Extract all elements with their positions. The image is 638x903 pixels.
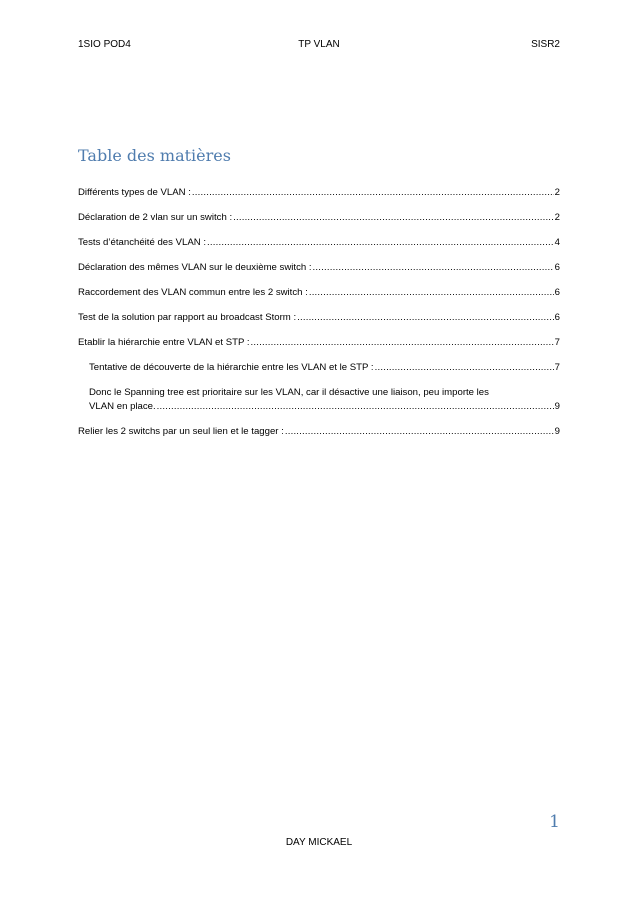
toc-entry-text: Déclaration de 2 vlan sur un switch : [78,212,233,223]
toc-entry[interactable] [78,211,560,225]
toc-entry[interactable] [78,186,560,200]
toc-entry[interactable] [78,425,560,439]
toc-leader-dots [313,261,554,275]
toc-entry-page: 6 [554,312,560,323]
page-footer: DAY MICKAEL [285,837,353,848]
toc-entry-page: 9 [554,426,560,437]
toc-entry-page: 6 [554,287,560,298]
toc-entry[interactable] [78,236,560,250]
toc-entry[interactable] [78,286,560,300]
toc-leader-dots [157,400,554,414]
toc-subentry[interactable] [78,361,560,375]
toc-leader-dots [285,425,554,439]
toc-leader-dots [309,286,554,300]
header-right-text: SISR2 [531,39,560,50]
toc-title: Table des matières [78,146,231,165]
toc-entry-text: Etablir la hiérarchie entre VLAN et STP : [78,337,250,348]
toc-entry[interactable] [78,261,560,275]
page-header [78,38,560,52]
toc-leader-dots [375,361,554,375]
toc-entry[interactable] [78,336,560,350]
toc-entry-text: Donc le Spanning tree est prioritaire sur les VLAN, car il désactive une liaison, peu importe les [89,387,489,398]
toc-entry-page: 4 [554,237,560,248]
toc-entry-text: Tentative de découverte de la hiérarchie entre les VLAN et le STP : [89,362,374,373]
toc-leader-dots [251,336,554,350]
header-center-text: TP VLAN [298,39,340,50]
page-number: 1 [549,812,560,832]
toc-leader-dots [192,186,554,200]
toc-entry-text: Différents types de VLAN : [78,187,191,198]
toc-leader-dots [207,236,554,250]
toc-entry-text-continued: VLAN en place. [89,401,156,412]
toc-entry-text: Déclaration des mêmes VLAN sur le deuxième switch : [78,262,312,273]
toc-subentry[interactable] [78,386,560,414]
toc-entry-text: Test de la solution par rapport au broadcast Storm : [78,312,297,323]
toc-entry-text: Raccordement des VLAN commun entre les 2 switch : [78,287,308,298]
toc-entry-page: 7 [554,337,560,348]
toc-entry-page: 9 [554,401,560,412]
toc-leader-dots [233,211,554,225]
toc-entry-page: 6 [554,262,560,273]
toc-entry-page: 7 [554,362,560,373]
toc-leader-dots [297,311,554,325]
header-left-text: 1SIO POD4 [78,39,131,50]
toc-entry[interactable] [78,311,560,325]
toc-entry-text: Tests d’étanchéité des VLAN : [78,237,206,248]
toc-entry-page: 2 [554,187,560,198]
toc-entry-page: 2 [554,212,560,223]
toc-entry-text: Relier les 2 switchs par un seul lien et le tagger : [78,426,284,437]
table-of-contents [78,186,560,450]
